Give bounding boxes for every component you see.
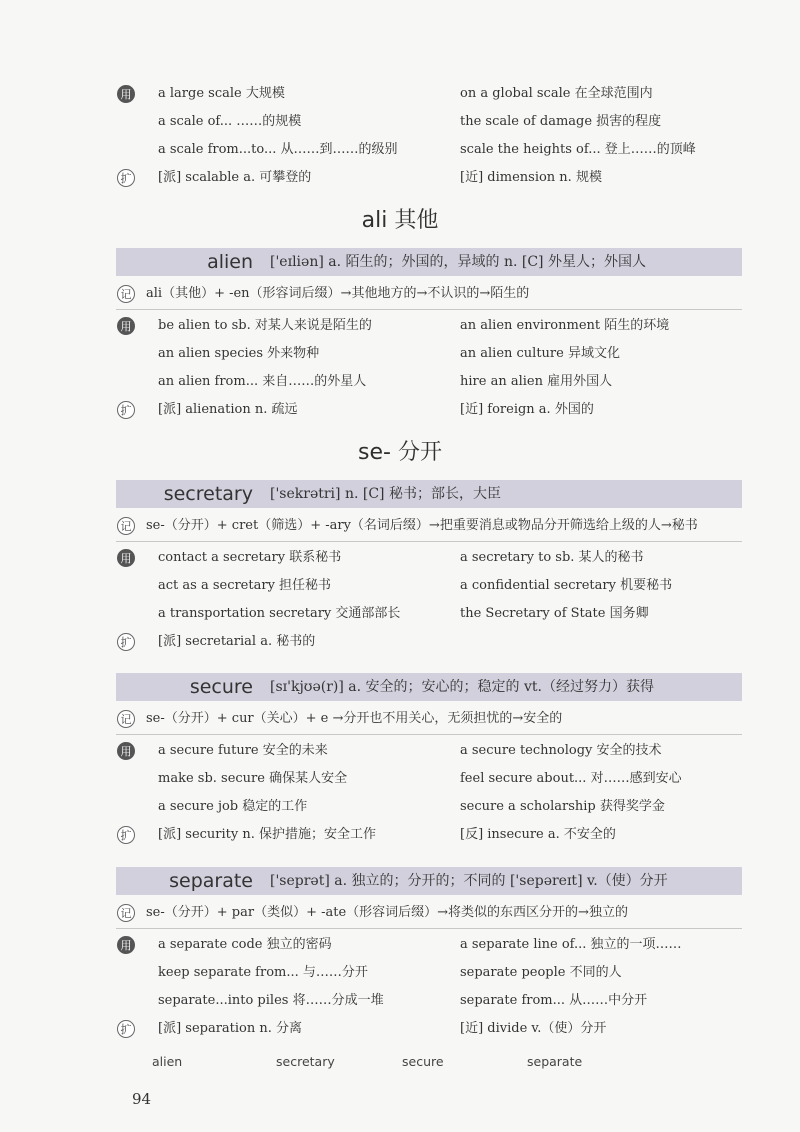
antonym: [反] insecure a. 不安全的 bbox=[460, 827, 616, 842]
derivative: [派] security n. 保护措施；安全工作 bbox=[158, 827, 377, 842]
usage-example: an alien culture 异域文化 bbox=[460, 346, 620, 361]
usage-example: a transportation secretary 交通部部长 bbox=[158, 606, 401, 621]
use-marker: 用 bbox=[117, 317, 135, 335]
memo-row bbox=[0, 899, 800, 927]
memo-text: se-（分开）+ cur（关心）+ e →分开也不用关心，无须担忧的→安全的 bbox=[146, 711, 563, 726]
divider bbox=[116, 928, 742, 929]
usage-example: keep separate from... 与……分开 bbox=[158, 965, 368, 980]
memo-marker: 记 bbox=[117, 285, 135, 303]
use-row bbox=[0, 544, 800, 572]
use-row bbox=[0, 987, 800, 1015]
headword: separate bbox=[169, 870, 253, 892]
use-marker: 用 bbox=[117, 742, 135, 760]
usage-example: act as a secretary 担任秘书 bbox=[158, 578, 332, 593]
synonym: [近] dimension n. 规模 bbox=[460, 170, 602, 185]
usage-example: scale the heights of... 登上……的顶峰 bbox=[460, 142, 696, 157]
use-row bbox=[0, 959, 800, 987]
footer-word: secure bbox=[402, 1054, 444, 1069]
divider bbox=[116, 541, 742, 542]
usage-example: a secure technology 安全的技术 bbox=[460, 743, 662, 758]
use-marker: 用 bbox=[117, 549, 135, 567]
synonym: [近] divide v.（使）分开 bbox=[460, 1021, 607, 1036]
usage-example: be alien to sb. 对某人来说是陌生的 bbox=[158, 318, 372, 333]
memo-row bbox=[0, 705, 800, 733]
derivative: [派] secretarial a. 秘书的 bbox=[158, 634, 316, 649]
memo-row bbox=[0, 280, 800, 308]
ext-row bbox=[0, 821, 800, 849]
headword: alien bbox=[207, 251, 253, 273]
use-row bbox=[0, 931, 800, 959]
headword: secure bbox=[189, 676, 253, 698]
usage-example: a confidential secretary 机要秘书 bbox=[460, 578, 673, 593]
usage-example: a secure job 稳定的工作 bbox=[158, 799, 308, 814]
usage-example: a scale from...to... 从……到……的级别 bbox=[158, 142, 398, 157]
divider bbox=[116, 734, 742, 735]
memo-text: ali（其他）+ -en（形容词后缀）→其他地方的→不认识的→陌生的 bbox=[146, 286, 530, 301]
synonym: [近] foreign a. 外国的 bbox=[460, 402, 594, 417]
memo-marker: 记 bbox=[117, 710, 135, 728]
definition: ['eɪliən] a. 陌生的；外国的，异域的 n. [C] 外星人；外国人 bbox=[270, 254, 646, 270]
use-row bbox=[0, 600, 800, 628]
ext-marker: 扩 bbox=[117, 169, 135, 187]
footer-word-strip bbox=[0, 1050, 800, 1074]
usage-example: the scale of damage 损害的程度 bbox=[460, 114, 662, 129]
usage-example: separate people 不同的人 bbox=[460, 965, 622, 980]
usage-example: secure a scholarship 获得奖学金 bbox=[460, 799, 665, 814]
derivative: [派] separation n. 分离 bbox=[158, 1021, 303, 1036]
ext-row bbox=[0, 396, 800, 424]
usage-example: a secure future 安全的未来 bbox=[158, 743, 328, 758]
section-title: se- 分开 bbox=[358, 440, 442, 465]
usage-example: hire an alien 雇用外国人 bbox=[460, 374, 613, 389]
usage-example: an alien from... 来自……的外星人 bbox=[158, 374, 367, 389]
use-row bbox=[0, 312, 800, 340]
headword-bar bbox=[116, 673, 742, 701]
usage-example: the Secretary of State 国务卿 bbox=[460, 606, 649, 621]
usage-example: a secretary to sb. 某人的秘书 bbox=[460, 550, 644, 565]
usage-example: a scale of... ……的规模 bbox=[158, 114, 302, 129]
ext-marker: 扩 bbox=[117, 826, 135, 844]
use-row bbox=[0, 737, 800, 765]
ext-marker: 扩 bbox=[117, 401, 135, 419]
memo-marker: 记 bbox=[117, 517, 135, 535]
use-row bbox=[0, 80, 800, 108]
definition: [sɪ'kjʊə(r)] a. 安全的；安心的；稳定的 vt.（经过努力）获得 bbox=[270, 679, 654, 695]
page-number: 94 bbox=[132, 1090, 152, 1108]
usage-example: separate from... 从……中分开 bbox=[460, 993, 648, 1008]
headword-bar bbox=[116, 480, 742, 508]
memo-marker: 记 bbox=[117, 904, 135, 922]
usage-example: make sb. secure 确保某人安全 bbox=[158, 771, 348, 786]
memo-text: se-（分开）+ cret（筛选）+ -ary（名词后缀）→把重要消息或物品分开筛选给上级的人→秘书 bbox=[146, 518, 698, 533]
headword: secretary bbox=[163, 483, 253, 505]
derivative: [派] scalable a. 可攀登的 bbox=[158, 170, 312, 185]
usage-example: contact a secretary 联系秘书 bbox=[158, 550, 342, 565]
definition: ['seprət] a. 独立的；分开的；不同的 ['sepəreɪt] v.（使）分开 bbox=[270, 873, 668, 889]
use-row bbox=[0, 765, 800, 793]
usage-example: on a global scale 在全球范围内 bbox=[460, 86, 653, 101]
ext-marker: 扩 bbox=[117, 1020, 135, 1038]
divider bbox=[116, 309, 742, 310]
footer-word: separate bbox=[527, 1054, 583, 1069]
usage-example: a separate code 独立的密码 bbox=[158, 937, 332, 952]
ext-row bbox=[0, 1015, 800, 1043]
use-row bbox=[0, 340, 800, 368]
footer-word: secretary bbox=[276, 1054, 335, 1069]
use-marker: 用 bbox=[117, 85, 135, 103]
usage-example: an alien environment 陌生的环境 bbox=[460, 318, 670, 333]
definition: ['sekrətri] n. [C] 秘书；部长，大臣 bbox=[270, 486, 501, 502]
derivative: [派] alienation n. 疏远 bbox=[158, 402, 298, 417]
usage-example: an alien species 外来物种 bbox=[158, 346, 320, 361]
section-title: ali 其他 bbox=[361, 208, 439, 233]
usage-example: a large scale 大规模 bbox=[158, 86, 285, 101]
headword-bar bbox=[116, 248, 742, 276]
usage-example: a separate line of... 独立的一项…… bbox=[460, 937, 682, 952]
memo-text: se-（分开）+ par（类似）+ -ate（形容词后缀）→将类似的东西区分开的→独立的 bbox=[146, 905, 628, 920]
ext-marker: 扩 bbox=[117, 633, 135, 651]
use-row bbox=[0, 368, 800, 396]
use-row bbox=[0, 108, 800, 136]
use-marker: 用 bbox=[117, 936, 135, 954]
footer-word: alien bbox=[152, 1054, 183, 1069]
use-row bbox=[0, 136, 800, 164]
usage-example: separate...into piles 将……分成一堆 bbox=[158, 993, 384, 1008]
use-row bbox=[0, 793, 800, 821]
headword-bar bbox=[116, 867, 742, 895]
use-row bbox=[0, 572, 800, 600]
ext-row bbox=[0, 628, 800, 656]
memo-row bbox=[0, 512, 800, 540]
ext-row bbox=[0, 164, 800, 192]
usage-example: feel secure about... 对……感到安心 bbox=[460, 771, 682, 786]
